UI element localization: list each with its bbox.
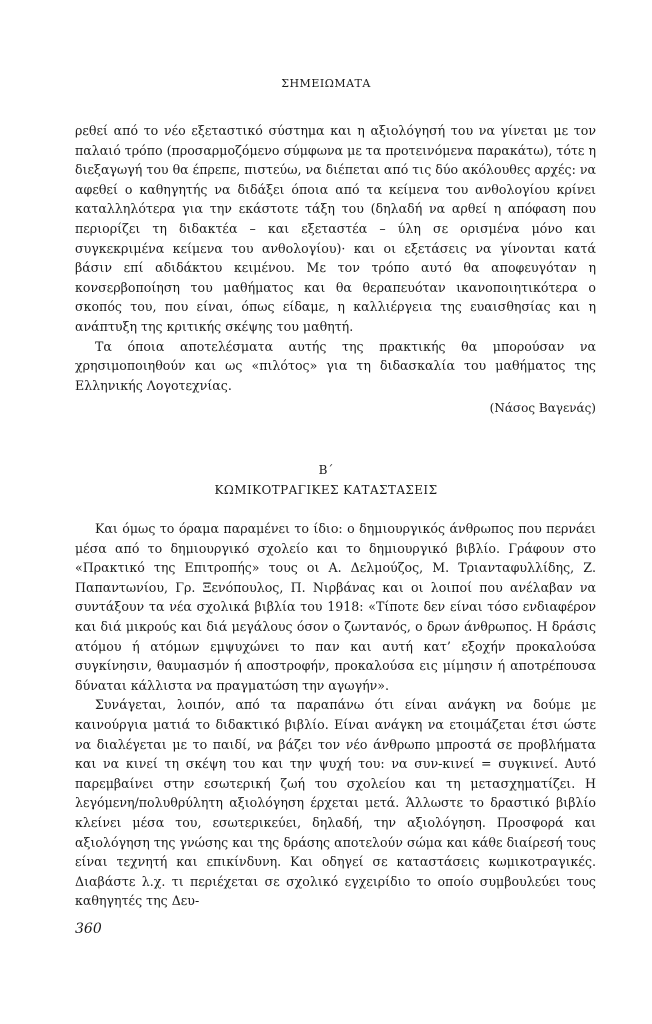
page-number: 360 xyxy=(75,921,102,937)
section-2-body xyxy=(75,519,596,911)
section-number: Β΄ xyxy=(318,463,334,477)
author-signature: (Νάσος Βαγενάς) xyxy=(489,401,596,416)
body-paragraph: ρεθεί από το νέο εξεταστικό σύστημα και η αξιολόγησή του να γίνεται με τον παλαιό τρόπο (προσαρμοζόμενο σύμφωνα με τα προτεινόμενα παρακάτω), τότε η διεξαγωγή του θα έπρεπε, πιστεύω, να διέπεται από τις δύο ακόλουθες αρχές: να αφεθεί ο καθηγητής να διδάξει όποια από τα κείμενα του ανθολογίου κρίνει καταλληλότερα για την εκάστοτε τάξη του (δηλαδή να αρθεί η απόφαση που περιορίζει τη διδακτέα – και εξεταστέα – ύλη σε ορισμένα μόνο και συγκεκριμένα κείμενα του ανθολογίου)· και οι εξετάσεις να γίνονται κατά βάσιν επί αδιδάκτου κειμένου. Με τον τρόπο αυτό θα αποφευγόταν η κονσερβοποίηση του μαθήματος και θα θεραπευόταν ικανοποιητικότερα ο σκοπός του, που είναι, όπως είδαμε, η καλλιέργεια της ευαισθησίας και η ανάπτυξη της κριτικής σκέψης του μαθητή. xyxy=(75,123,596,334)
section-title: ΚΩΜΙΚΟΤΡΑΓΙΚΕΣ ΚΑΤΑΣΤΑΣΕΙΣ xyxy=(214,483,438,497)
body-paragraph: Και όμως το όραμα παραμένει το ίδιο: ο δημιουργικός άνθρωπος που περνάει μέσα από το δημιουργικό σχολείο και το δημιουργικό βιβλίο. Γράφουν στο «Πρακτικό της Επιτροπής» τους οι Α. Δελμούζος, Μ. Τριανταφυλλίδης, Ζ. Παπαντωνίου, Γρ. Ξενόπουλος, Π. Νιρβάνας και οι λοιποί που ανέλαβαν να συντάξουν τα νέα σχολικά βιβλία του 1918: «Τίποτε δεν είναι τόσο ενδιαφέρον και διά μικρούς και διά μεγάλους όσον ο ζωντανός, ο δρων άνθρωπος. Η δράσις ατόμου ή ατόμων εμψυχώνει το παν και αυτή κατ’ εξοχήν προκαλούσα συγκίνησιν, θαυμασμόν ή αποστροφήν, προκαλούσα εις μίμησιν ή αποτρέπουσα δύναται κάλλιστα να πραγματώση την αγωγήν». xyxy=(75,521,596,693)
body-paragraph: Συνάγεται, λοιπόν, από τα παραπάνω ότι είναι ανάγκη να δούμε με καινούργια ματιά το διδακτικό βιβλίο. Είναι ανάγκη να ετοιμάζεται έτσι ώστε να διαλέγεται με το παιδί, να βάζει τον νέο άνθρωπο μπροστά σε προβλήματα και να κινεί τη σκέψη του και την ψυχή του: να συν-κινεί = συγκινεί. Αυτό παρεμβαίνει στην εσωτερική ζωή του σχολείου και τη μετασχηματίζει. Η λεγόμενη/πολυθρύλητη αξιολόγηση έρχεται μετά. Άλλωστε το δραστικό βιβλίο κλείνει μέσα του, εσωτερικεύει, δηλαδή, την αξιολόγηση. Προσφορά και αξιολόγηση της γνώσης και της δράσης αποτελούν σώμα και κάθε διαίρεσή τους είναι τεχνητή και επικίνδυνη. Και οδηγεί σε καταστάσεις κωμικοτραγικές. Διαβάστε λ.χ. τι περιέχεται σε σχολικό εγχειρίδιο το οποίο συμβουλεύει τους καθηγητές της Δευ- xyxy=(75,697,596,909)
section-1-body xyxy=(75,121,596,419)
body-paragraph: Τα όποια αποτελέσματα αυτής της πρακτικής θα μπορούσαν να χρησιμοποιηθούν και ως «πιλότος» για τη διδασκαλία του μαθήματος της Ελληνικής Λογοτεχνίας. xyxy=(75,338,596,393)
running-head: ΣΗΜΕΙΩΜΑΤΑ xyxy=(281,77,371,90)
